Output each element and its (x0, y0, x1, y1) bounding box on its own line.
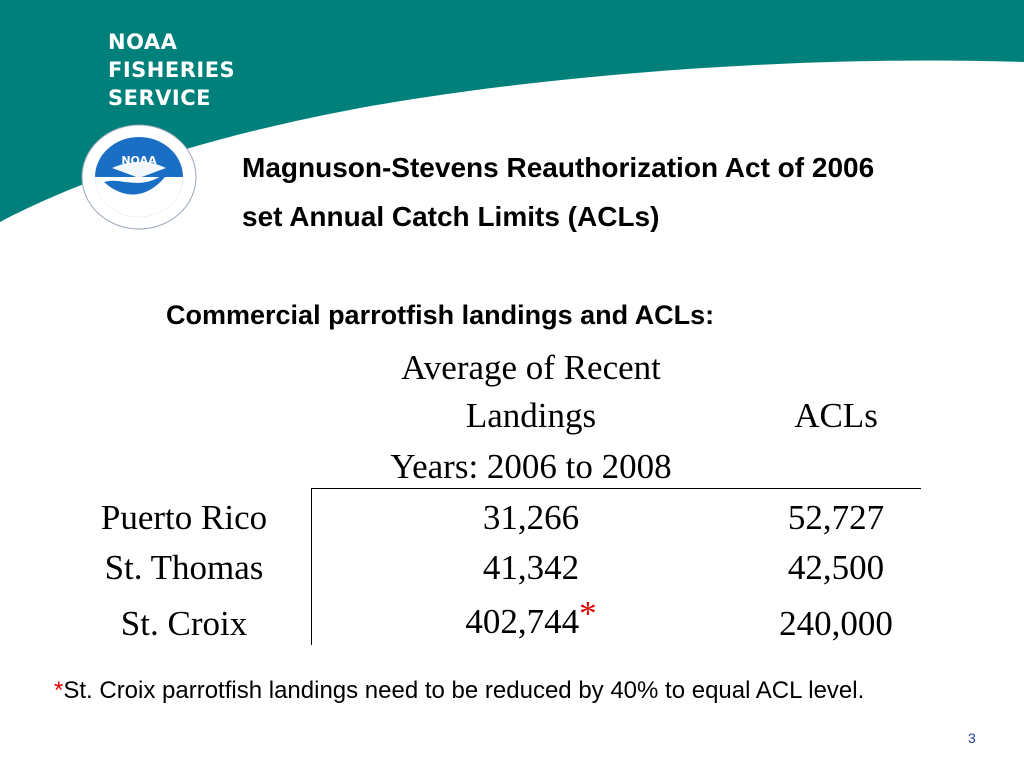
landings-header-line-3: Years: 2006 to 2008 (390, 447, 672, 486)
page-number: 3 (968, 730, 976, 746)
landings-st-thomas: 41,342 (482, 548, 580, 587)
acl-header: ACLs (794, 396, 878, 435)
footnote-star: * (54, 677, 64, 704)
slide-title (242, 143, 874, 241)
acl-st-thomas: 42,500 (787, 548, 885, 587)
footnote-text: St. Croix parrotfish landings need to be reduced by 40% to equal ACL level. (63, 677, 865, 704)
landings-puerto-rico: 31,266 (482, 498, 580, 537)
noaa-logo (80, 124, 198, 230)
footnote (54, 674, 954, 707)
landings-header-line-1: Average of Recent (401, 348, 661, 387)
table-column-rule (311, 489, 312, 645)
row-label-puerto-rico: Puerto Rico (100, 498, 268, 537)
landings-st-croix-value: 402,744 (465, 602, 580, 641)
table-header-rule (311, 488, 921, 489)
acl-st-croix: 240,000 (779, 604, 893, 643)
row-label-st-croix: St. Croix (120, 604, 248, 643)
row-label-st-thomas: St. Thomas (104, 548, 264, 587)
svg-text:NOAA: NOAA (121, 154, 157, 167)
acl-puerto-rico: 52,727 (787, 498, 885, 537)
footnote-marker: * (579, 594, 597, 633)
title-line-2: set Annual Catch Limits (ACLs) (242, 201, 660, 232)
landings-st-croix (411, 594, 651, 642)
noaa-fisheries-wordmark: NOAA FISHERIES SERVICE (108, 30, 236, 110)
table-caption: Commercial parrotfish landings and ACLs: (166, 300, 715, 330)
landings-header-line-2: Landings (465, 396, 597, 435)
title-line-1: Magnuson-Stevens Reauthorization Act of 2006 (242, 152, 875, 183)
